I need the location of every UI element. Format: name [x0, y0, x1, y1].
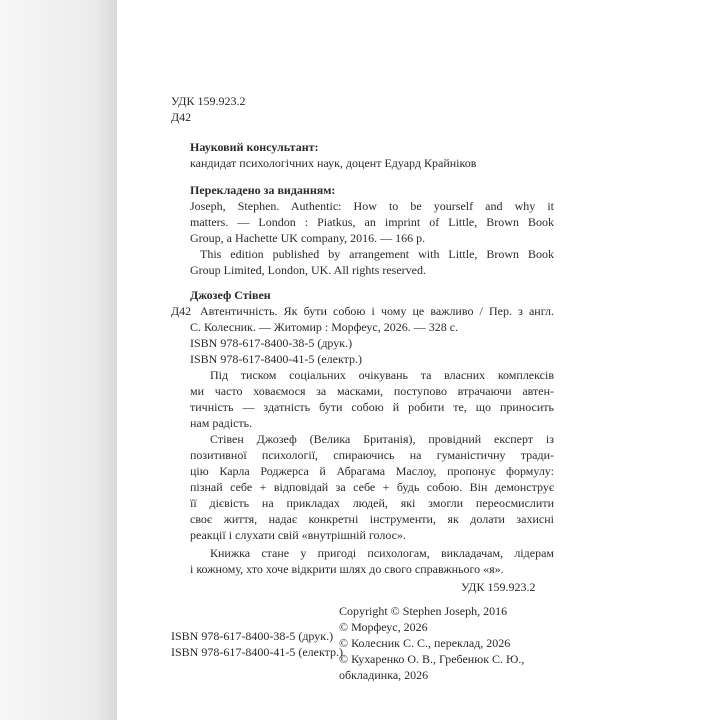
annotation-line: пізнай себе + відповідай за себе + будь собою. Він демонструє: [190, 480, 554, 494]
catalog-isbn: ISBN 978-617-8400-38-5 (друк.): [190, 336, 353, 350]
copyright-line: © Морфеус, 2026: [339, 620, 428, 634]
cutter-code: Д42: [171, 110, 192, 124]
udk-code: УДК 159.923.2: [171, 94, 246, 108]
consultant-heading: Науковий консультант:: [190, 140, 319, 154]
udk-bottom: УДК 159.923.2: [461, 580, 536, 594]
annotation-line: своє життя, надає конкретні інструменти, як долати захисні: [190, 512, 554, 526]
catalog-line: С. Колесник. — Житомир : Морфеус, 2026. — 328 с.: [190, 320, 459, 334]
annotation-line: Під тиском соціальних очікувань та власних комплексів: [210, 368, 554, 382]
book-page: [117, 0, 720, 720]
consultant-text: кандидат психологічних наук, доцент Едуард Крайніков: [190, 156, 477, 170]
copyright-line: обкладинка, 2026: [339, 668, 429, 682]
annotation-line: цію Карла Роджерса й Абрагама Маслоу, пропонує формулу:: [190, 464, 554, 478]
annotation-line: тичність — здатність бути собою й робити те, що приносить: [190, 400, 554, 414]
annotation-line: нам радість.: [190, 416, 253, 430]
translated-from-line: Joseph, Stephen. Authentic: How to be yourself and why it: [190, 199, 554, 213]
annotation-line: ми часто ховаємося за масками, поступово втрачаючи автен-: [190, 384, 554, 398]
catalog-isbn: ISBN 978-617-8400-41-5 (електр.): [190, 352, 363, 366]
catalog-line: Автентичність. Як бути собою і чому це важливо / Пер. з англ.: [200, 304, 554, 318]
translated-from-line: This edition published by arrangement with Little, Brown Book: [200, 247, 554, 261]
annotation-line: Книжка стане у пригоді психологам, викладачам, лідерам: [210, 546, 554, 560]
translated-from-heading: Перекладено за виданням:: [190, 183, 336, 197]
isbn-electronic: ISBN 978-617-8400-41-5 (електр.): [171, 645, 344, 659]
isbn-print: ISBN 978-617-8400-38-5 (друк.): [171, 629, 334, 643]
annotation-line: позитивної психології, спираючись на гуманістичну тради-: [190, 448, 554, 462]
catalog-cutter: Д42: [171, 304, 192, 318]
translated-from-line: Group Limited, London, UK. All rights reserved.: [190, 263, 426, 277]
translated-from-line: matters. — London : Piatkus, an imprint of Little, Brown Book: [190, 215, 554, 229]
catalog-author: Джозеф Стівен: [190, 288, 271, 302]
annotation-line: Стівен Джозеф (Велика Британія), провідний експерт із: [210, 432, 554, 446]
annotation-line: реакції і слухати свій «внутрішній голос».: [190, 528, 406, 542]
translated-from-line: Group, a Hachette UK company, 2016. — 166 p.: [190, 231, 426, 245]
copyright-line: © Колесник С. С., переклад, 2026: [339, 636, 511, 650]
annotation-line: і кожному, хто хоче відкрити шлях до свого справжнього «я».: [190, 562, 504, 576]
annotation-line: її дієвість на прикладах людей, які змогли переосмислити: [190, 496, 554, 510]
book-gutter-shadow: [0, 0, 117, 720]
copyright-line: © Кухаренко О. В., Гребенюк С. Ю.,: [339, 652, 525, 666]
copyright-line: Copyright © Stephen Joseph, 2016: [339, 604, 508, 618]
